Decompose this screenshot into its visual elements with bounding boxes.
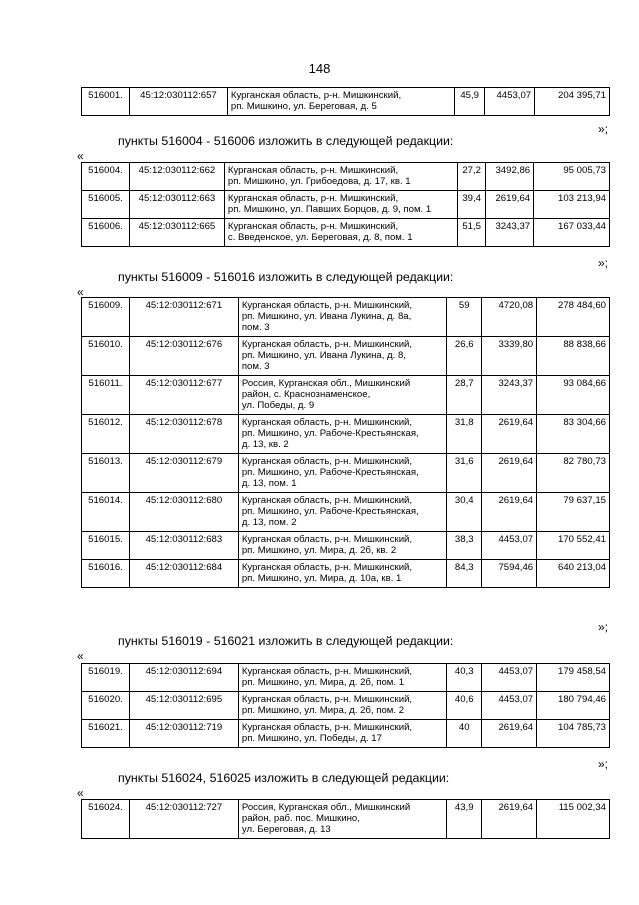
cell-cadastral-cost: 167 033,44	[534, 219, 610, 247]
opening-quote: «	[77, 285, 84, 299]
instruction-4: пункты 516024, 516025 изложить в следующей редакции:	[118, 771, 450, 785]
cell-area: 27,2	[458, 163, 486, 191]
table-516024	[81, 799, 610, 839]
cell-address: Россия, Курганская обл., Мишкинский район, с. Краснознаменское, ул. Победы, д. 9	[238, 376, 446, 415]
cell-cadastral-cost: 79 637,15	[537, 493, 610, 532]
cell-area: 26,6	[447, 337, 482, 376]
cell-address: Курганская область, р-н. Мишкинский, рп. Мишкино, ул. Береговая, д. 5	[227, 88, 454, 116]
cell-area: 31,6	[447, 454, 482, 493]
instruction-3: пункты 516019 - 516021 изложить в следующей редакции:	[118, 634, 454, 648]
cell-cadastral-number: 45:12:030112:657	[129, 88, 227, 116]
cell-address: Курганская область, р-н. Мишкинский, рп. Мишкино, ул. Рабоче-Крестьянская, д. 13, пом. 1	[238, 454, 446, 493]
cell-area: 40	[447, 720, 482, 748]
cell-address: Курганская область, р-н. Мишкинский, рп. Мишкино, ул. Мира, д. 10а, кв. 1	[238, 560, 446, 588]
cell-cadastral-number: 45:12:030112:677	[129, 376, 238, 415]
cell-row-number: 516013.	[82, 454, 130, 493]
cell-cadastral-cost: 640 213,04	[537, 560, 610, 588]
table-row	[82, 163, 610, 191]
cell-address: Курганская область, р-н. Мишкинский, рп. Мишкино, ул. Рабоче-Крестьянская, д. 13, пом. 2	[238, 493, 446, 532]
cell-cadastral-number: 45:12:030112:663	[129, 191, 224, 219]
cell-row-number: 516016.	[82, 560, 130, 588]
closing-quote: »;	[597, 620, 608, 634]
cell-row-number: 516010.	[82, 337, 130, 376]
cell-row-number: 516005.	[82, 191, 130, 219]
table-row	[82, 532, 610, 560]
cell-row-number: 516021.	[82, 720, 130, 748]
cell-address: Курганская область, р-н. Мишкинский, рп. Мишкино, ул. Павших Борцов, д. 9, пом. 1	[224, 191, 457, 219]
table-row	[82, 376, 610, 415]
cell-row-number: 516014.	[82, 493, 130, 532]
cell-address: Курганская область, р-н. Мишкинский, рп. Мишкино, ул. Мира, д. 2б, кв. 2	[238, 532, 446, 560]
page-number: 148	[308, 61, 331, 76]
cell-cadastral-rate: 2619,64	[482, 415, 537, 454]
table-row	[82, 800, 610, 839]
opening-quote: «	[77, 649, 84, 663]
cell-area: 59	[447, 298, 482, 337]
cell-address: Курганская область, р-н. Мишкинский, рп. Мишкино, ул. Рабоче-Крестьянская, д. 13, кв. 2	[238, 415, 446, 454]
table-row	[82, 493, 610, 532]
cell-area: 40,6	[447, 692, 482, 720]
cell-cadastral-rate: 4720,08	[482, 298, 537, 337]
cell-cadastral-number: 45:12:030112:719	[129, 720, 238, 748]
cell-cadastral-number: 45:12:030112:671	[129, 298, 238, 337]
cell-cadastral-rate: 4453,07	[482, 664, 537, 692]
closing-quote: »;	[597, 122, 608, 136]
cell-row-number: 516011.	[82, 376, 130, 415]
cell-address: Курганская область, р-н. Мишкинский, рп. Мишкино, ул. Грибоедова, д. 17, кв. 1	[224, 163, 457, 191]
cell-cadastral-number: 45:12:030112:676	[129, 337, 238, 376]
instruction-1: пункты 516004 - 516006 изложить в следующей редакции:	[118, 134, 454, 148]
opening-quote: «	[77, 149, 84, 163]
cell-row-number: 516012.	[82, 415, 130, 454]
table-516009-516016	[81, 297, 610, 588]
table-516004-516006	[81, 162, 610, 247]
cell-cadastral-number: 45:12:030112:694	[129, 664, 238, 692]
cell-cadastral-number: 45:12:030112:695	[129, 692, 238, 720]
cell-cadastral-rate: 3243,37	[486, 219, 534, 247]
table-row	[82, 720, 610, 748]
cell-cadastral-number: 45:12:030112:683	[129, 532, 238, 560]
cell-address: Курганская область, р-н. Мишкинский, рп. Мишкино, ул. Ивана Лукина, д. 8а, пом. 3	[238, 298, 446, 337]
cell-cadastral-rate: 2619,64	[482, 454, 537, 493]
table-row	[82, 191, 610, 219]
table-row	[82, 337, 610, 376]
cell-row-number: 516015.	[82, 532, 130, 560]
cell-cadastral-cost: 95 005,73	[534, 163, 610, 191]
cell-address: Курганская область, р-н. Мишкинский, рп. Мишкино, ул. Победы, д. 17	[238, 720, 446, 748]
cell-cadastral-cost: 278 484,60	[537, 298, 610, 337]
cell-cadastral-rate: 2619,64	[486, 191, 534, 219]
cell-cadastral-rate: 4453,07	[482, 692, 537, 720]
cell-cadastral-number: 45:12:030112:662	[129, 163, 224, 191]
cell-cadastral-cost: 88 838,66	[537, 337, 610, 376]
cell-row-number: 516019.	[82, 664, 130, 692]
cell-cadastral-rate: 2619,64	[482, 800, 537, 839]
cell-address: Курганская область, р-н. Мишкинский, рп. Мишкино, ул. Мира, д. 2б, пом. 1	[238, 664, 446, 692]
cell-cadastral-number: 45:12:030112:727	[129, 800, 238, 839]
opening-quote: «	[77, 786, 84, 800]
cell-area: 28,7	[447, 376, 482, 415]
cell-cadastral-cost: 180 794,46	[537, 692, 610, 720]
table-body	[82, 800, 610, 839]
cell-cadastral-cost: 82 780,73	[537, 454, 610, 493]
cell-cadastral-cost: 204 395,71	[535, 88, 610, 116]
cell-cadastral-rate: 2619,64	[482, 493, 537, 532]
cell-area: 31,8	[447, 415, 482, 454]
cell-cadastral-number: 45:12:030112:680	[129, 493, 238, 532]
table-row	[82, 664, 610, 692]
cell-cadastral-rate: 7594,46	[482, 560, 537, 588]
cell-cadastral-rate: 3339,80	[482, 337, 537, 376]
closing-quote: »;	[597, 757, 608, 771]
instruction-2: пункты 516009 - 516016 изложить в следующей редакции:	[118, 270, 454, 284]
cell-row-number: 516001.	[82, 88, 130, 116]
table-516019-516021	[81, 663, 610, 748]
cell-area: 40,3	[447, 664, 482, 692]
cell-cadastral-number: 45:12:030112:684	[129, 560, 238, 588]
table-row	[82, 692, 610, 720]
cell-cadastral-cost: 93 084,66	[537, 376, 610, 415]
cell-cadastral-cost: 104 785,73	[537, 720, 610, 748]
cell-cadastral-cost: 115 002,34	[537, 800, 610, 839]
cell-cadastral-cost: 103 213,94	[534, 191, 610, 219]
cell-address: Курганская область, р-н. Мишкинский, с. Введенское, ул. Береговая, д. 8, пом. 1	[224, 219, 457, 247]
cell-row-number: 516009.	[82, 298, 130, 337]
cell-row-number: 516004.	[82, 163, 130, 191]
cell-cadastral-number: 45:12:030112:678	[129, 415, 238, 454]
cell-cadastral-rate: 3243,37	[482, 376, 537, 415]
cell-row-number: 516020.	[82, 692, 130, 720]
table-row	[82, 88, 610, 116]
table-row	[82, 298, 610, 337]
cell-row-number: 516024.	[82, 800, 130, 839]
cell-area: 30,4	[447, 493, 482, 532]
cell-cadastral-cost: 83 304,66	[537, 415, 610, 454]
closing-quote: »;	[597, 256, 608, 270]
cell-cadastral-cost: 179 458,54	[537, 664, 610, 692]
cell-area: 39,4	[458, 191, 486, 219]
cell-cadastral-rate: 2619,64	[482, 720, 537, 748]
cell-cadastral-cost: 170 552,41	[537, 532, 610, 560]
cell-address: Курганская область, р-н. Мишкинский, рп. Мишкино, ул. Ивана Лукина, д. 8, пом. 3	[238, 337, 446, 376]
table-row	[82, 454, 610, 493]
cell-cadastral-number: 45:12:030112:679	[129, 454, 238, 493]
cell-address: Курганская область, р-н. Мишкинский, рп. Мишкино, ул. Мира, д. 2б, пом. 2	[238, 692, 446, 720]
table-body	[82, 298, 610, 588]
table-body	[82, 163, 610, 247]
cell-row-number: 516006.	[82, 219, 130, 247]
table-row	[82, 560, 610, 588]
cell-area: 45,9	[455, 88, 485, 116]
table-body	[82, 88, 610, 116]
cell-cadastral-rate: 3492,86	[486, 163, 534, 191]
table-516001	[81, 87, 610, 116]
cell-area: 43,9	[447, 800, 482, 839]
table-row	[82, 415, 610, 454]
cell-cadastral-number: 45:12:030112:665	[129, 219, 224, 247]
table-body	[82, 664, 610, 748]
cell-cadastral-rate: 4453,07	[485, 88, 535, 116]
cell-address: Россия, Курганская обл., Мишкинский район, раб. пос. Мишкино, ул. Береговая, д. 13	[238, 800, 446, 839]
cell-area: 38,3	[447, 532, 482, 560]
cell-area: 51,5	[458, 219, 486, 247]
table-row	[82, 219, 610, 247]
cell-area: 84,3	[447, 560, 482, 588]
cell-cadastral-rate: 4453,07	[482, 532, 537, 560]
